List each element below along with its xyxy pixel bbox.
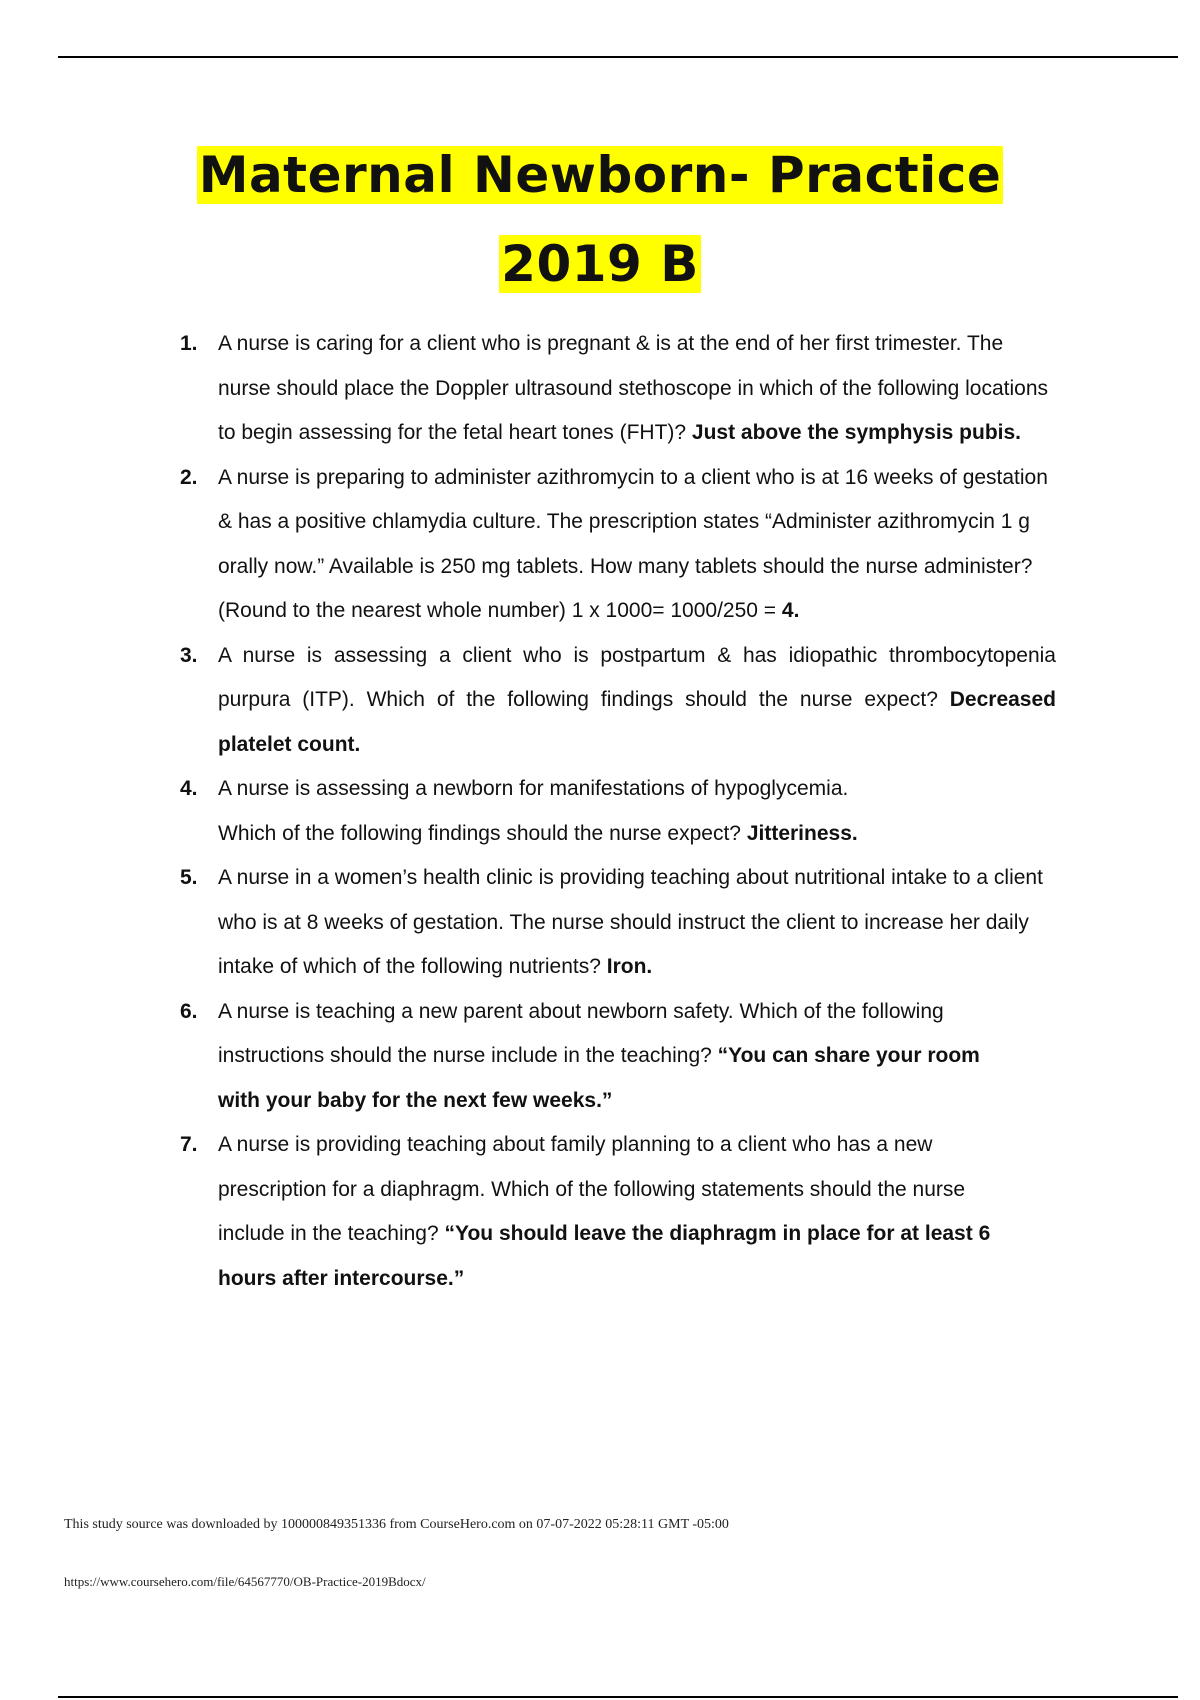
download-source-note: This study source was downloaded by 100000849351336 from CourseHero.com on 07-07-2022 05:28:11 GMT -05:00 bbox=[64, 1517, 729, 1532]
question-text: A nurse is preparing to administer azithromycin to a client who is at 16 weeks of gestation & has a positive chlamydia culture. The prescription states “Administer azithromycin 1 g orally now.” Available is 250 mg tablets. How many tablets should the nurse administer? (Round to the nearest whole number) 1 x 1000= 1000/250 = bbox=[218, 465, 1048, 622]
question-answer: 4. bbox=[781, 599, 800, 622]
question-number: 6. bbox=[180, 999, 198, 1023]
question-item bbox=[176, 856, 1056, 990]
question-item bbox=[176, 456, 1056, 634]
question-answer: Decreased platelet count. bbox=[218, 688, 1056, 756]
question-text: A nurse is assessing a client who is postpartum & has idiopathic thrombocytopenia purpura (ITP). Which of the following findings should the nurse expect? bbox=[218, 643, 1056, 711]
question-number: 4. bbox=[180, 777, 198, 800]
title-highlight-2: 2019 B bbox=[501, 235, 699, 293]
question-answer: Iron. bbox=[606, 955, 653, 978]
question-list bbox=[176, 322, 1056, 1301]
question-number: 1. bbox=[180, 332, 198, 355]
question-number: 5. bbox=[180, 866, 198, 889]
question-text: A nurse is teaching a new parent about newborn safety. Which of the following instructions should the nurse include in the teaching? bbox=[218, 999, 944, 1067]
question-number: 3. bbox=[180, 643, 198, 667]
page-title-line-2 bbox=[0, 234, 1200, 294]
question-item bbox=[176, 767, 1056, 856]
question-item bbox=[176, 990, 1056, 1124]
question-item bbox=[176, 1123, 1056, 1301]
title-highlight-1: Maternal Newborn- Practice bbox=[198, 146, 1002, 204]
question-text: A nurse in a women’s health clinic is providing teaching about nutritional intake to a client who is at 8 weeks of gestation. The nurse should instruct the client to increase her daily intake of which of the following nutrients? bbox=[218, 866, 1043, 978]
question-text: A nurse is caring for a client who is pregnant & is at the end of her first trimester. The nurse should place the Doppler ultrasound stethoscope in which of the following locations to begin assessing for the fetal heart tones (FHT)? bbox=[218, 332, 1049, 444]
top-rule bbox=[58, 56, 1178, 58]
question-number: 2. bbox=[180, 465, 198, 489]
question-item bbox=[176, 634, 1056, 768]
page-title-line-1 bbox=[0, 145, 1200, 205]
question-answer: Jitteriness. bbox=[746, 821, 858, 845]
question-answer: “You should leave the diaphragm in place for at least 6 hours after intercourse.” bbox=[218, 1222, 991, 1290]
bottom-rule bbox=[58, 1696, 1178, 1698]
source-url[interactable]: https://www.coursehero.com/file/64567770/OB-Practice-2019Bdocx/ bbox=[64, 1574, 426, 1589]
question-item bbox=[176, 322, 1056, 456]
question-answer: Just above the symphysis pubis. bbox=[691, 421, 1022, 444]
question-text: A nurse is assessing a newborn for manifestations of hypoglycemia. Which of the following findings should the nurse expect? bbox=[218, 777, 849, 845]
question-answer: “You can share your room with your baby for the next few weeks.” bbox=[218, 1044, 980, 1112]
question-text: A nurse is providing teaching about family planning to a client who has a new prescription for a diaphragm. Which of the following statements should the nurse include in the teaching? bbox=[218, 1133, 966, 1245]
question-number: 7. bbox=[180, 1133, 198, 1156]
